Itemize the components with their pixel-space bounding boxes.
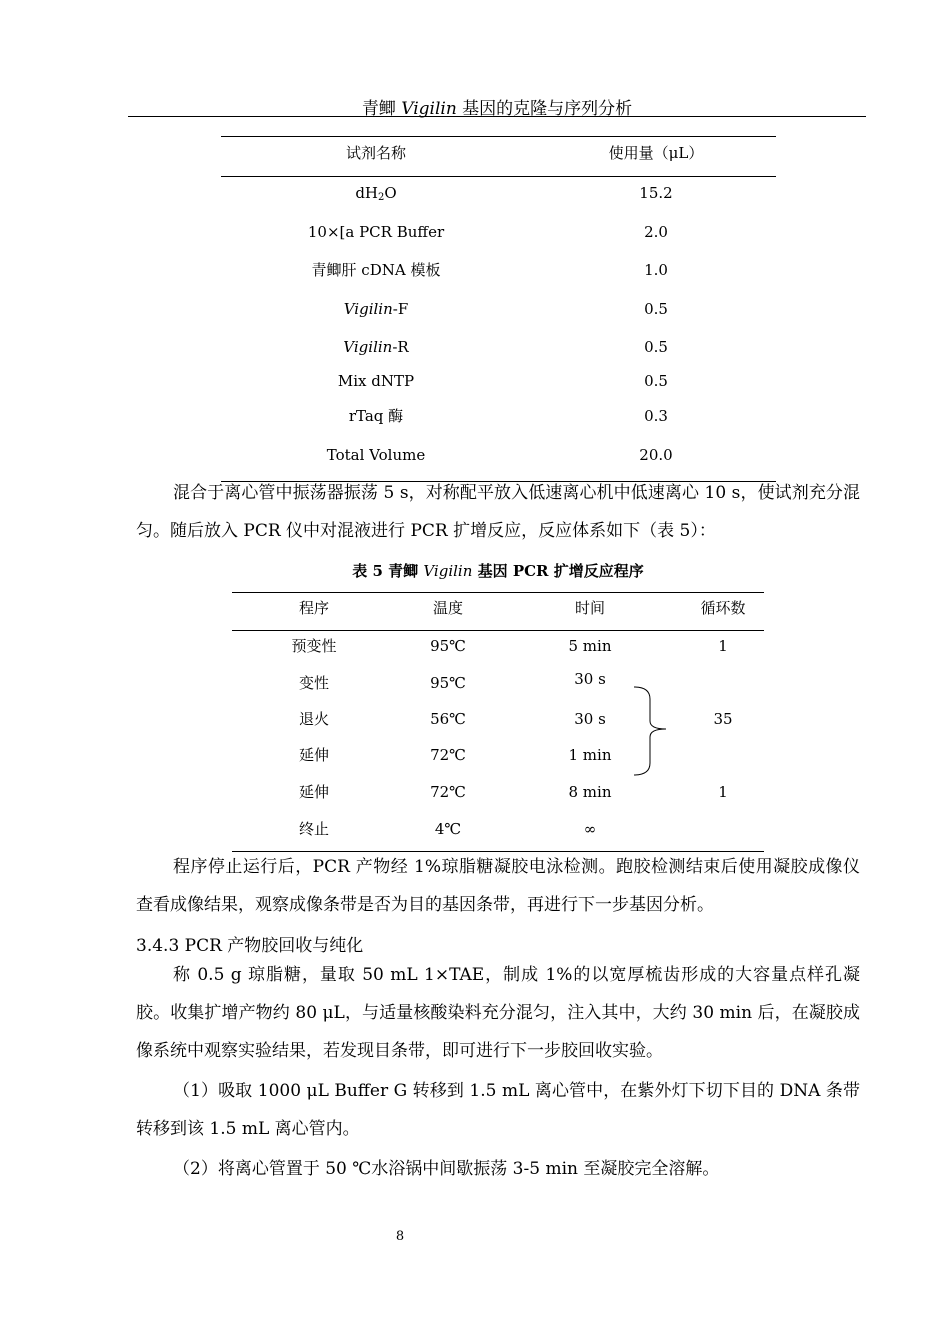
body-paragraph: 称 0.5 g 琼脂糖，量取 50 mL 1×TAE，制成 1%的以宽厚梳齿形成的大容量点样孔凝胶。收集扩增产物约 80 μL，与适量核酸染料充分混匀，注入其中，大约 30 min 后，在凝胶成像系统中观察实验结果，若发现目条带，即可进行下一步胶回收实验。 [136, 965, 860, 1061]
pcr-temp: 72℃ [430, 783, 466, 801]
table-caption: 表 5 青鲫 Vigilin 基因 PCR 扩增反应程序 [352, 562, 644, 580]
pcr-step: 终止 [298, 820, 329, 838]
reagent-name: Mix dNTP [337, 372, 415, 390]
pcr-time: 30 s [574, 670, 606, 688]
reagent-name: $dH_2O$ [355, 184, 397, 203]
reagent-amount: 2.0 [644, 223, 668, 241]
reagent-name: Vigilin-F [343, 300, 409, 318]
header-title-gene: Vigilin [401, 99, 457, 119]
pcr-time: 8 min [568, 783, 612, 801]
cycle-brace [632, 683, 682, 779]
pcr-step: 延伸 [298, 746, 329, 764]
reagent-amount: 20.0 [639, 446, 673, 464]
pcr-program-table [232, 592, 764, 852]
pcr-time: 30 s [574, 710, 606, 728]
body-paragraph: 混合于离心管中振荡器振荡 5 s，对称配平放入低速离心机中低速离心 10 s，使试剂充分混匀。随后放入 PCR 仪中对混液进行 PCR 扩增反应，反应体系如下（表 5）： [136, 483, 860, 541]
reagent-table-header-name: 试剂名称 [345, 144, 406, 162]
reagent-name: 10×[a PCR Buffer [307, 223, 445, 241]
pcr-temp: 4℃ [434, 820, 462, 838]
pcr-step: 预变性 [291, 637, 337, 655]
header-title-suffix: 基因的克隆与序列分析 [456, 99, 633, 119]
header-title-prefix: 青鲫 [361, 99, 402, 119]
pcr-temp: 95℃ [430, 637, 466, 655]
pcr-table-header-rule [232, 630, 764, 631]
pcr-cycles: 1 [718, 783, 728, 801]
pcr-time: 5 min [568, 637, 612, 655]
pcr-step: 变性 [298, 674, 329, 692]
pcr-step: 延伸 [298, 783, 329, 801]
reagent-name: rTaq 酶 [348, 407, 404, 425]
reagent-name: 青鲫肝 cDNA 模板 [311, 261, 441, 279]
header-rule [128, 116, 866, 117]
pcr-cycles: 35 [713, 710, 733, 728]
reagent-name: Vigilin-R [343, 338, 409, 356]
reagent-table-header-amount: 使用量（μL） [608, 144, 704, 162]
reagent-amount: 0.5 [644, 338, 668, 356]
pcr-temp: 56℃ [430, 710, 466, 728]
body-paragraph: （1）吸取 1000 μL Buffer G 转移到 1.5 mL 离心管中，在紫外灯下切下目的 DNA 条带转移到该 1.5 mL 离心管内。 [136, 1081, 860, 1139]
reagent-amount: 1.0 [644, 261, 668, 279]
reagent-amount: 15.2 [639, 184, 673, 202]
body-paragraph: 程序停止运行后，PCR 产物经 1%琼脂糖凝胶电泳检测。跑胶检测结束后使用凝胶成像仪查看成像结果，观察成像条带是否为目的基因条带，再进行下一步基因分析。 [136, 857, 860, 915]
reagent-name: Total Volume [326, 446, 426, 464]
page-number: 8 [395, 1229, 405, 1244]
pcr-temp: 72℃ [430, 746, 466, 764]
reagent-table [221, 136, 776, 482]
reagent-table-header-rule [221, 176, 776, 177]
pcr-cycles: 1 [718, 637, 728, 655]
reagent-amount: 0.3 [644, 407, 668, 425]
pcr-time: ∞ [583, 820, 597, 838]
pcr-table-header-step: 程序 [298, 599, 329, 617]
pcr-table-header-time: 时间 [574, 599, 605, 617]
pcr-time: 1 min [568, 746, 612, 764]
reagent-amount: 0.5 [644, 300, 668, 318]
pcr-step: 退火 [298, 710, 329, 728]
pcr-table-header-cycles: 循环数 [700, 599, 746, 617]
pcr-temp: 95℃ [430, 674, 466, 692]
section-heading: 3.4.3 PCR 产物胶回收与纯化 [136, 936, 364, 956]
reagent-amount: 0.5 [644, 372, 668, 390]
pcr-table-header-temp: 温度 [432, 599, 463, 617]
body-paragraph: （2）将离心管置于 50 ℃水浴锅中间歇振荡 3-5 min 至凝胶完全溶解。 [173, 1159, 720, 1179]
